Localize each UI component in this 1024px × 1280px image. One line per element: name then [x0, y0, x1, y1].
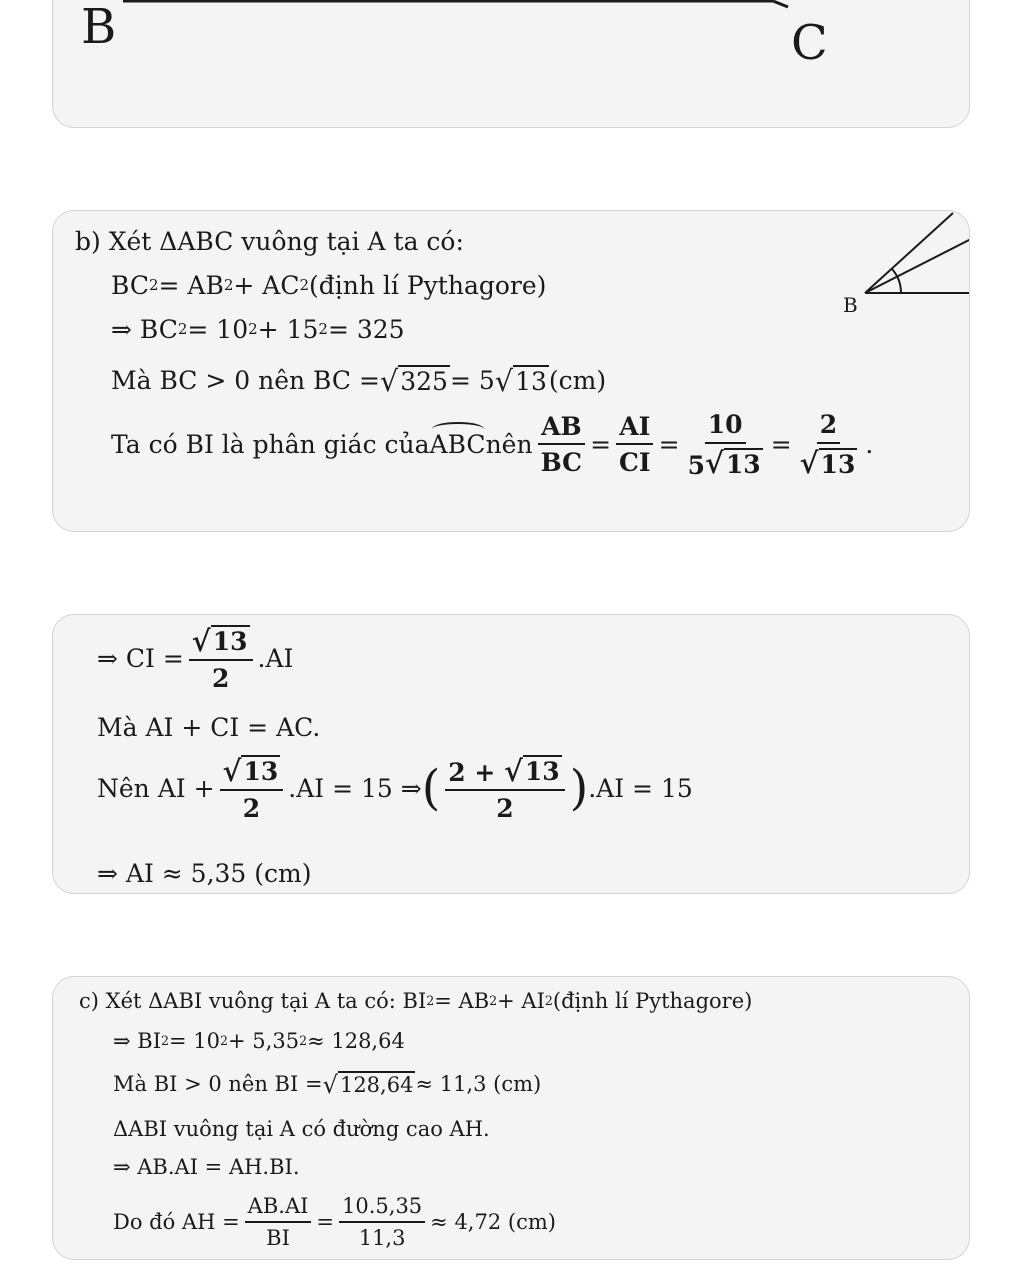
radicand: 13 — [243, 757, 279, 786]
line-d5 — [113, 1157, 300, 1178]
text: ΔABI vuông tại A có đường cao AH. — [113, 1117, 490, 1141]
exp: 2 — [544, 993, 553, 1009]
vertex-label-b: B — [81, 0, 117, 55]
figure-card — [52, 0, 970, 128]
text: Nên AI + — [97, 774, 215, 804]
line-c1 — [97, 625, 293, 693]
solution-part-b-card — [52, 210, 970, 532]
text: = AB — [434, 989, 490, 1013]
sqrt: √ 128,64 — [322, 1070, 414, 1099]
text: BC — [111, 271, 149, 300]
denominator — [685, 444, 766, 479]
text: (định lí Pythagore) — [552, 989, 753, 1013]
fraction — [538, 413, 586, 477]
text: (cm) — [548, 365, 607, 395]
line-d4 — [113, 1119, 490, 1140]
radicand: 13 — [820, 449, 856, 479]
radicand: 128,64 — [339, 1073, 414, 1097]
numerator: 10 — [705, 411, 746, 444]
solution-part-c-card — [52, 976, 970, 1260]
denominator: 2 — [242, 794, 261, 824]
denominator: 2 — [496, 794, 514, 824]
text: ≈ 128,64 — [307, 1029, 405, 1053]
line-b3 — [111, 317, 405, 342]
equals: = — [590, 430, 612, 460]
numerator — [445, 755, 564, 791]
sqrt: √ 325 — [379, 363, 448, 398]
text: + AC — [233, 271, 300, 300]
exp: 2 — [426, 993, 435, 1009]
exp: 2 — [318, 320, 328, 338]
numerator — [189, 625, 253, 661]
denominator: CI — [619, 448, 651, 478]
denominator — [797, 444, 861, 479]
numerator: AI — [616, 413, 653, 446]
exp: 2 — [220, 1033, 229, 1049]
fraction — [685, 411, 766, 479]
text: ≈ 4,72 (cm) — [430, 1210, 556, 1235]
radicand: 13 — [515, 367, 547, 396]
exp: 2 — [489, 993, 498, 1009]
line-b1-text: b) Xét ΔABC vuông tại A ta có: — [75, 227, 464, 256]
text: Do đó AH = — [113, 1210, 240, 1235]
numerator — [220, 755, 284, 791]
text: = 10 — [169, 1029, 221, 1053]
fraction — [220, 755, 284, 823]
exp: 2 — [299, 1033, 308, 1049]
equals: = — [770, 430, 792, 460]
line-c2 — [97, 715, 320, 740]
text: = AB — [158, 271, 224, 300]
text: ⇒ AI ≈ 5,35 (cm) — [97, 859, 312, 888]
fraction — [616, 413, 654, 477]
text: = 5 — [449, 365, 495, 395]
exp: 2 — [223, 276, 234, 294]
right-paren: ) — [569, 761, 589, 817]
text: + 5,35 — [228, 1029, 300, 1053]
sqrt: √ 13 — [494, 363, 547, 398]
sqrt: √ 13 — [799, 446, 856, 481]
text: ⇒ AB.AI = AH.BI. — [113, 1155, 300, 1179]
line-d6 — [113, 1195, 556, 1250]
line-c4 — [97, 861, 312, 886]
radicand: 13 — [725, 449, 761, 479]
line-b2 — [111, 273, 546, 298]
solution-continuation-card — [52, 614, 970, 894]
text: (định lí Pythagore) — [309, 271, 547, 300]
coef: 5 — [687, 450, 705, 480]
numerator: AB — [538, 413, 585, 446]
fraction — [339, 1195, 425, 1250]
numerator: 2 — [817, 411, 840, 444]
exp: 2 — [177, 320, 188, 338]
line-b4 — [111, 365, 606, 396]
text: .AI = 15 — [588, 774, 693, 804]
text: ⇒ BI — [113, 1029, 161, 1053]
equals: = — [316, 1210, 335, 1235]
text: ⇒ BC — [111, 315, 178, 344]
sqrt: √ 13 — [503, 753, 560, 788]
fraction — [445, 755, 564, 823]
radicand: 13 — [212, 627, 248, 656]
text: = 325 — [327, 315, 405, 344]
text: = 10 — [187, 315, 249, 344]
text: + 15 — [257, 315, 319, 344]
period: . — [865, 430, 874, 460]
fraction — [797, 411, 861, 479]
vertex-label-c: C — [791, 15, 828, 71]
text: 2 + — [448, 757, 504, 787]
line-d2 — [113, 1031, 405, 1052]
text: Ta có BI là phân giác của — [111, 430, 430, 460]
text: .AI — [257, 644, 294, 674]
text: nên — [485, 430, 533, 460]
text: ⇒ CI = — [97, 644, 184, 674]
text: + AI — [497, 989, 545, 1013]
denominator: 2 — [211, 664, 230, 694]
radicand: 13 — [524, 757, 560, 786]
line-b1 — [75, 229, 464, 254]
text: Mà BI > 0 nên BI = — [113, 1071, 323, 1096]
line-c3 — [97, 755, 693, 823]
line-b5 — [111, 411, 873, 479]
left-paren: ( — [421, 761, 441, 817]
equals: = — [658, 430, 680, 460]
numerator: AB.AI — [245, 1195, 312, 1223]
triangle-base-line — [53, 0, 970, 128]
angle-abc: ABC — [429, 430, 486, 460]
denominator: BC — [540, 448, 583, 478]
text: .AI = 15 ⇒ — [288, 774, 422, 804]
text: Mà BC > 0 nên BC = — [111, 365, 380, 395]
exp: 2 — [299, 276, 310, 294]
line-d3 — [113, 1071, 541, 1097]
exp: 2 — [248, 320, 258, 338]
diagram-vertex-label: B — [843, 293, 858, 317]
exp: 2 — [161, 1033, 170, 1049]
exp: 2 — [148, 276, 159, 294]
numerator: 10.5,35 — [339, 1195, 425, 1223]
text: c) Xét ΔABI vuông tại A ta có: BI — [79, 989, 427, 1013]
denominator: 11,3 — [358, 1226, 406, 1251]
fraction — [245, 1195, 312, 1250]
sqrt: √ 13 — [222, 753, 279, 788]
sqrt: √ 13 — [191, 623, 248, 658]
fraction — [189, 625, 253, 693]
text: Mà AI + CI = AC. — [97, 713, 321, 742]
radicand: 325 — [400, 367, 448, 396]
sqrt: √ 13 — [704, 446, 761, 481]
text: ≈ 11,3 (cm) — [415, 1071, 542, 1096]
denominator: BI — [266, 1226, 290, 1251]
line-d1 — [79, 991, 752, 1012]
